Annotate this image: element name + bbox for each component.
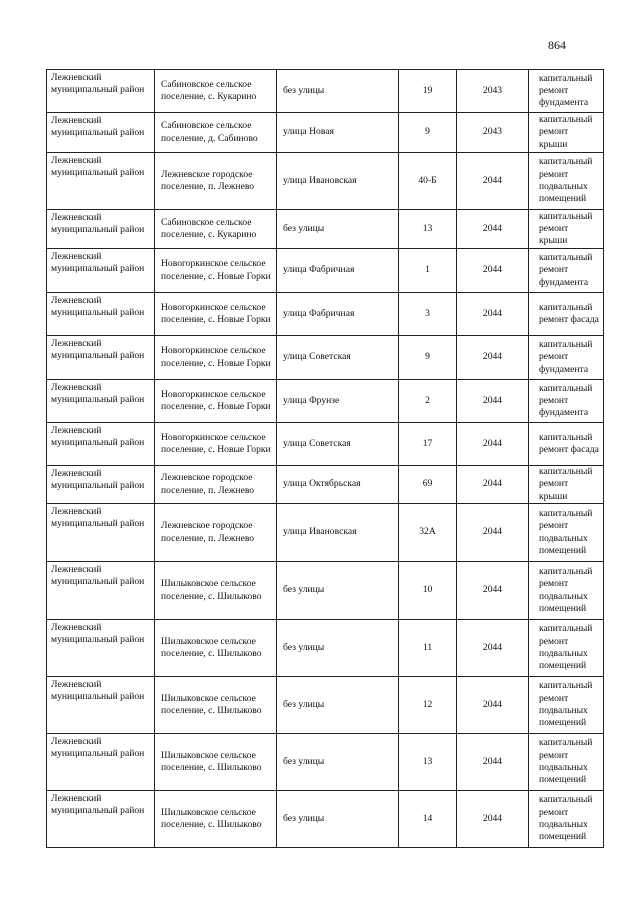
house-number-cell: 14: [399, 791, 457, 848]
district-cell: Лежневский муниципальный район: [47, 466, 155, 504]
year-cell: 2044: [457, 249, 529, 293]
work-type-cell: капитальный ремонт фундамента: [529, 336, 604, 380]
house-number-cell: 12: [399, 677, 457, 734]
street-cell: улица Ивановская: [277, 153, 399, 210]
table-row: [47, 70, 604, 113]
district-cell: Лежневский муниципальный район: [47, 210, 155, 249]
settlement-cell: Сабиновское сельское поселение, с. Кукарино: [155, 70, 277, 113]
house-number-cell: 1: [399, 249, 457, 293]
street-cell: улица Ивановская: [277, 504, 399, 562]
year-cell: 2044: [457, 620, 529, 677]
year-cell: 2044: [457, 466, 529, 504]
work-type-cell: капитальный ремонт подвальных помещений: [529, 153, 604, 210]
district-cell: Лежневский муниципальный район: [47, 562, 155, 620]
settlement-cell: Новогоркинское сельское поселение, с. Новые Горки: [155, 336, 277, 380]
work-type-cell: капитальный ремонт подвальных помещений: [529, 734, 604, 791]
district-cell: Лежневский муниципальный район: [47, 380, 155, 423]
street-cell: без улицы: [277, 562, 399, 620]
settlement-cell: Лежневское городское поселение, п. Лежнево: [155, 504, 277, 562]
settlement-cell: Шилыковское сельское поселение, с. Шилыково: [155, 562, 277, 620]
year-cell: 2044: [457, 562, 529, 620]
year-cell: 2044: [457, 677, 529, 734]
year-cell: 2043: [457, 113, 529, 153]
table-row: [47, 677, 604, 734]
house-number-cell: 69: [399, 466, 457, 504]
table-row: [47, 466, 604, 504]
street-cell: улица Фабричная: [277, 293, 399, 336]
house-number-cell: 11: [399, 620, 457, 677]
year-cell: 2044: [457, 210, 529, 249]
house-number-cell: 19: [399, 70, 457, 113]
work-type-cell: капитальный ремонт подвальных помещений: [529, 504, 604, 562]
table-row: [47, 380, 604, 423]
work-type-cell: капитальный ремонт крыши: [529, 210, 604, 249]
street-cell: улица Новая: [277, 113, 399, 153]
district-cell: Лежневский муниципальный район: [47, 293, 155, 336]
street-cell: без улицы: [277, 677, 399, 734]
district-cell: Лежневский муниципальный район: [47, 423, 155, 466]
year-cell: 2044: [457, 336, 529, 380]
street-cell: без улицы: [277, 734, 399, 791]
settlement-cell: Шилыковское сельское поселение, с. Шилыково: [155, 620, 277, 677]
district-cell: Лежневский муниципальный район: [47, 734, 155, 791]
table-body: [47, 70, 604, 848]
settlement-cell: Лежневское городское поселение, п. Лежнево: [155, 466, 277, 504]
table-row: [47, 423, 604, 466]
house-number-cell: 9: [399, 336, 457, 380]
table-row: [47, 113, 604, 153]
house-number-cell: 13: [399, 734, 457, 791]
settlement-cell: Шилыковское сельское поселение, с. Шилыково: [155, 791, 277, 848]
year-cell: 2043: [457, 70, 529, 113]
work-type-cell: капитальный ремонт фундамента: [529, 380, 604, 423]
page-number: 864: [548, 38, 566, 52]
settlement-cell: Шилыковское сельское поселение, с. Шилыково: [155, 734, 277, 791]
house-number-cell: 2: [399, 380, 457, 423]
table-row: [47, 153, 604, 210]
house-number-cell: 32А: [399, 504, 457, 562]
district-cell: Лежневский муниципальный район: [47, 249, 155, 293]
work-type-cell: капитальный ремонт фундамента: [529, 70, 604, 113]
house-number-cell: 3: [399, 293, 457, 336]
year-cell: 2044: [457, 504, 529, 562]
district-cell: Лежневский муниципальный район: [47, 620, 155, 677]
settlement-cell: Новогоркинское сельское поселение, с. Новые Горки: [155, 423, 277, 466]
street-cell: улица Советская: [277, 423, 399, 466]
street-cell: улица Советская: [277, 336, 399, 380]
table-row: [47, 249, 604, 293]
district-cell: Лежневский муниципальный район: [47, 677, 155, 734]
work-type-cell: капитальный ремонт крыши: [529, 466, 604, 504]
street-cell: без улицы: [277, 70, 399, 113]
work-type-cell: капитальный ремонт подвальных помещений: [529, 620, 604, 677]
house-number-cell: 17: [399, 423, 457, 466]
house-number-cell: 10: [399, 562, 457, 620]
year-cell: 2044: [457, 734, 529, 791]
work-type-cell: капитальный ремонт подвальных помещений: [529, 562, 604, 620]
year-cell: 2044: [457, 293, 529, 336]
year-cell: 2044: [457, 423, 529, 466]
table-row: [47, 336, 604, 380]
year-cell: 2044: [457, 791, 529, 848]
district-cell: Лежневский муниципальный район: [47, 113, 155, 153]
street-cell: улица Фрунзе: [277, 380, 399, 423]
district-cell: Лежневский муниципальный район: [47, 153, 155, 210]
house-number-cell: 13: [399, 210, 457, 249]
work-type-cell: капитальный ремонт фундамента: [529, 249, 604, 293]
street-cell: без улицы: [277, 210, 399, 249]
work-type-cell: капитальный ремонт подвальных помещений: [529, 677, 604, 734]
settlement-cell: Шилыковское сельское поселение, с. Шилыково: [155, 677, 277, 734]
settlement-cell: Новогоркинское сельское поселение, с. Новые Горки: [155, 249, 277, 293]
district-cell: Лежневский муниципальный район: [47, 70, 155, 113]
table-row: [47, 210, 604, 249]
settlement-cell: Лежневское городское поселение, п. Лежнево: [155, 153, 277, 210]
year-cell: 2044: [457, 380, 529, 423]
street-cell: без улицы: [277, 620, 399, 677]
work-type-cell: капитальный ремонт фасада: [529, 423, 604, 466]
street-cell: улица Фабричная: [277, 249, 399, 293]
table-row: [47, 791, 604, 848]
house-number-cell: 40-Б: [399, 153, 457, 210]
work-type-cell: капитальный ремонт крыши: [529, 113, 604, 153]
district-cell: Лежневский муниципальный район: [47, 791, 155, 848]
table-row: [47, 620, 604, 677]
table-row: [47, 293, 604, 336]
table-row: [47, 504, 604, 562]
work-type-cell: капитальный ремонт подвальных помещений: [529, 791, 604, 848]
settlement-cell: Новогоркинское сельское поселение, с. Новые Горки: [155, 380, 277, 423]
table-row: [47, 734, 604, 791]
street-cell: улица Октябрьская: [277, 466, 399, 504]
house-number-cell: 9: [399, 113, 457, 153]
table-row: [47, 562, 604, 620]
district-cell: Лежневский муниципальный район: [47, 504, 155, 562]
street-cell: без улицы: [277, 791, 399, 848]
work-type-cell: капитальный ремонт фасада: [529, 293, 604, 336]
year-cell: 2044: [457, 153, 529, 210]
district-cell: Лежневский муниципальный район: [47, 336, 155, 380]
repair-schedule-table: [46, 69, 604, 848]
settlement-cell: Сабиновское сельское поселение, с. Кукарино: [155, 210, 277, 249]
settlement-cell: Новогоркинское сельское поселение, с. Новые Горки: [155, 293, 277, 336]
settlement-cell: Сабиновское сельское поселение, д. Сабиново: [155, 113, 277, 153]
